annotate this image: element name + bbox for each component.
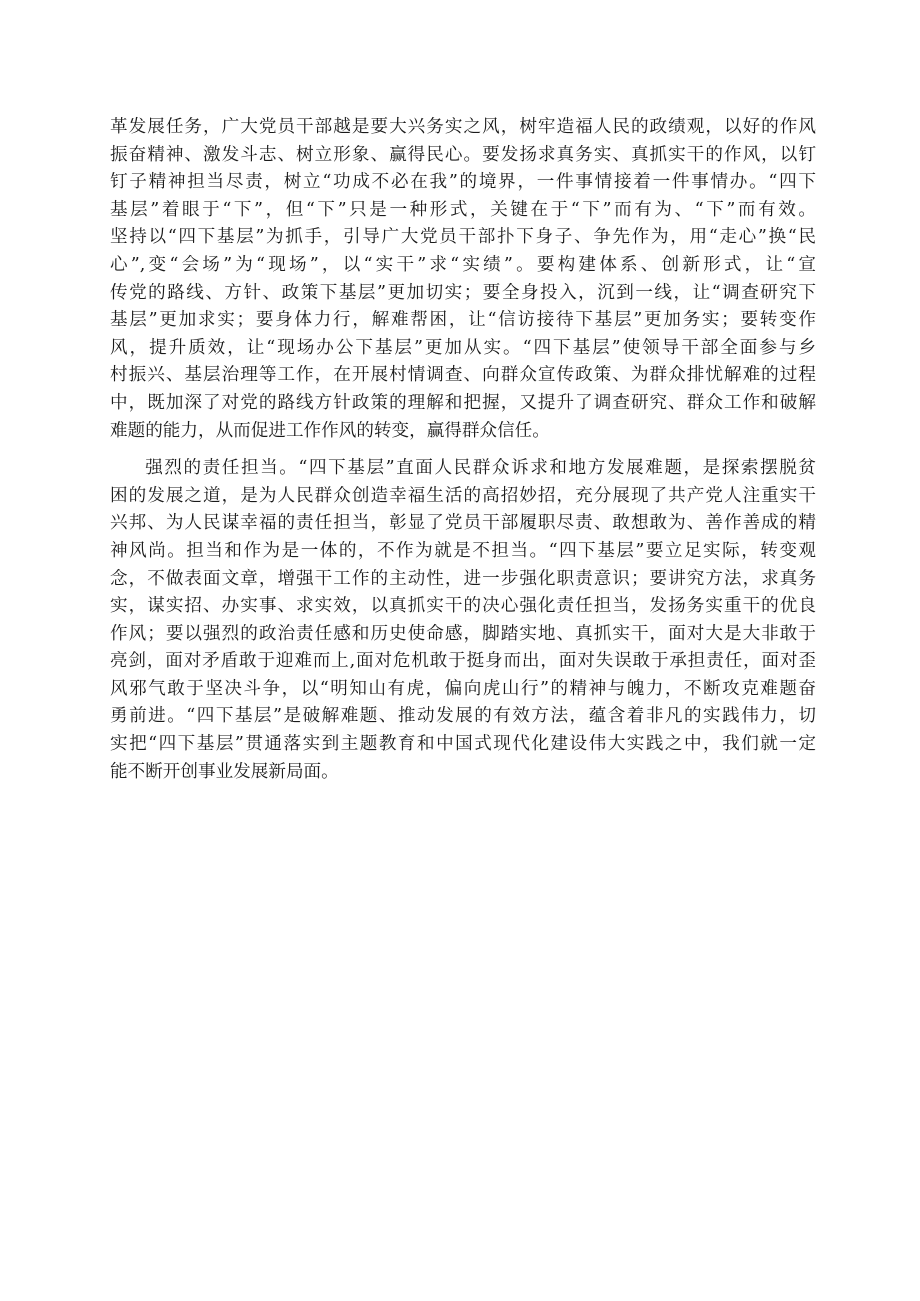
text-line: 坚持以“四下基层”为抓手，引导广大党员干部扑下身子、争先作为，用“走心”换“民 bbox=[110, 227, 816, 248]
text-line: 亮剑，面对矛盾敢于迎难而上,面对危机敢于挺身而出，面对失误敢于承担责任，面对歪 bbox=[110, 651, 816, 672]
text-line: 风邪气敢于坚决斗争，以“明知山有虎，偏向虎山行”的精神与魄力，不断攻克难题奋 bbox=[110, 678, 816, 699]
text-line: 能不断开创事业发展新局面。 bbox=[110, 761, 339, 782]
text-line: 难题的能力，从而促进工作作风的转变，赢得群众信任。 bbox=[110, 420, 550, 441]
paragraph-2 bbox=[110, 455, 816, 786]
text-line: 神风尚。担当和作为是一体的，不作为就是不担当。“四下基层”要立足实际，转变观 bbox=[110, 540, 816, 561]
text-line: 困的发展之道，是为人民群众创造幸福生活的高招妙招，充分展现了共产党人注重实干 bbox=[110, 485, 816, 506]
text-line: 勇前进。“四下基层”是破解难题、推动发展的有效方法，蕴含着非凡的实践伟力，切 bbox=[110, 706, 816, 727]
text-line: 实，谋实招、办实事、求实效，以真抓实干的决心强化责任担当，发扬务实重干的优良 bbox=[110, 596, 816, 617]
text-line: 振奋精神、激发斗志、树立形象、赢得民心。要发扬求真务实、真抓实干的作风，以钉 bbox=[110, 144, 816, 165]
text-line: 心”,变“会场”为“现场”，以“实干”求“实绩”。要构建体系、创新形式，让“宣 bbox=[110, 254, 816, 275]
text-line: 革发展任务，广大党员干部越是要大兴务实之风，树牢造福人民的政绩观，以好的作风 bbox=[110, 117, 816, 137]
text-line: 强烈的责任担当。“四下基层”直面人民群众诉求和地方发展难题，是探索摆脱贫 bbox=[145, 458, 816, 479]
text-line: 村振兴、基层治理等工作，在开展村情调查、向群众宣传政策、为群众排忧解难的过程 bbox=[110, 365, 816, 386]
text-line: 实把“四下基层”贯通落实到主题教育和中国式现代化建设伟大实践之中，我们就一定 bbox=[110, 734, 816, 755]
text-line: 兴邦、为人民谋幸福的责任担当，彰显了党员干部履职尽责、敢想敢为、善作善成的精 bbox=[110, 513, 816, 534]
document-body bbox=[110, 114, 816, 786]
text-line: 念，不做表面文章，增强干工作的主动性，进一步强化职责意识；要讲究方法，求真务 bbox=[110, 568, 816, 589]
text-line: 传党的路线、方针、政策下基层”更加切实；要全身投入，沉到一线，让“调查研究下 bbox=[110, 282, 816, 303]
paragraph-1 bbox=[110, 114, 816, 445]
text-line: 钉子精神担当尽责，树立“功成不必在我”的境界，一件事情接着一件事情办。“四下 bbox=[110, 172, 816, 193]
text-line: 基层”更加求实；要身体力行，解难帮困，让“信访接待下基层”更加务实；要转变作 bbox=[110, 310, 816, 331]
text-line: 基层”着眼于“下”，但“下”只是一种形式，关键在于“下”而有为、“下”而有效。 bbox=[110, 199, 816, 220]
text-line: 风，提升质效，让“现场办公下基层”更加从实。“四下基层”使领导干部全面参与乡 bbox=[110, 337, 816, 358]
text-line: 作风；要以强烈的政治责任感和历史使命感，脚踏实地、真抓实干，面对大是大非敢于 bbox=[110, 623, 816, 644]
text-line: 中，既加深了对党的路线方针政策的理解和把握，又提升了调查研究、群众工作和破解 bbox=[110, 392, 816, 413]
